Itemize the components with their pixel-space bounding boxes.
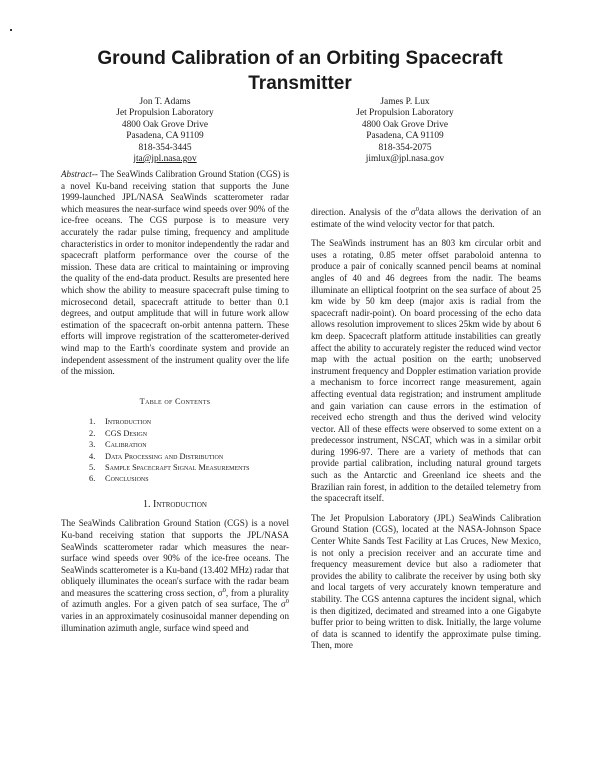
toc-item[interactable]: 4. Data Processing and Distribution — [89, 451, 224, 461]
table-of-contents — [61, 416, 289, 484]
toc-item[interactable]: 3. Calibration — [89, 440, 147, 450]
toc-item[interactable]: 5. Sample Spacecraft Signal Measurements — [89, 462, 250, 472]
margin-mark — [10, 29, 12, 31]
section-heading: 1. Introduction — [143, 498, 207, 510]
author-block-1 — [70, 97, 260, 165]
author-email[interactable]: jta@jpl.nasa.gov — [133, 154, 197, 165]
intro-paragraph: The SeaWinds Calibration Ground Station (CGS) is a novel Ku-band receiving station that supports the JPL/NASA SeaWinds scatterometer radar which measures the near-surface wind speeds over 90% of the ice-free oceans. The SeaWinds scatterometer is a Ku-band (13.402 MHz) radar that obliquely illuminates the ocean's surface with the radar beam and measures the scattering cross section, $\sigma^0$, from a plurality of azimuth angles. For a given patch of sea surface, The $\sigma^0$ varies in an approximately cosinusoidal manner depending on illumination azimuth angle, surface wind speed and — [61, 518, 289, 633]
author-street: 4800 Oak Grove Drive — [361, 119, 449, 130]
author-email[interactable]: jimlux@jpl.nasa.gov — [365, 154, 445, 165]
author-affiliation: Jet Propulsion Laboratory — [116, 108, 214, 119]
abstract — [61, 169, 289, 378]
paper-title: Ground Calibration of an Orbiting Spacecraft Transmitter — [97, 48, 503, 94]
body-paragraph: The Jet Propulsion Laboratory (JPL) SeaWinds Calibration Ground Station (CGS), located at the NASA-Johnson Space Center White Sands Test Facility at Las Cruces, New Mexico, is not only a precision receiver and an accurate time and frequency measurement device but also a radiometer that provides the ability to calibrate the receiver by using both sky and local targets of very accurately known temperature and stability. The CGS antenna captures the incident signal, which is then digitized, decimated and streamed into a one Gigabyte buffer prior to being written to disk. Initially, the large volume of data is scanned to identify the approximate pulse timing. Then, more — [311, 512, 541, 651]
left-column — [61, 169, 289, 642]
author-city: Pasadena, CA 91109 — [126, 131, 204, 142]
author-name: Jon T. Adams — [139, 97, 191, 107]
author-city: Pasadena, CA 91109 — [366, 131, 444, 142]
toc-heading: Table of Contents — [139, 396, 211, 406]
author-phone: 818-354-2075 — [378, 142, 432, 153]
author-block-2 — [310, 97, 500, 165]
right-column — [311, 207, 541, 660]
toc-item[interactable]: 6. Conclusions — [89, 474, 149, 484]
abstract-label: Abstract-- — [61, 169, 98, 179]
body-paragraph: direction. Analysis of the $\sigma^0data$ allows the derivation of an estimate of the wind velocity vector for that patch. — [311, 205, 541, 229]
author-street: 4800 Oak Grove Drive — [121, 119, 209, 130]
toc-item[interactable]: 2. CGS Design — [89, 428, 148, 438]
author-affiliation: Jet Propulsion Laboratory — [356, 108, 454, 119]
body-paragraph: The SeaWinds instrument has an 803 km circular orbit and uses a rotating, 0.85 meter offset paraboloid antenna to produce a pair of conically scanned pencil beams at nominal angles of 40 and 46 degrees from the nadir. The beams illuminate an elliptical footprint on the sea surface of about 25 km wide by 50 km deep (major axis is radial from the spacecraft nadir-point). On board processing of the echo data allows resolution improvement to slices 25km wide by about 6 km deep. Spacecraft platform attitude instabilities can greatly affect the ability to accurately register the reduced wind vector map with the actual position on the earth; unobserved instrument frequency and Doppler estimation variation provide a mechanism to force incorrect range measurement, again affecting eventual data registration; and instrument amplitude and gain variation can cause errors in the estimation of received echo strength and thus the derived wind velocity vector. All of these effects were observed to some extent on a predecessor instrument, NSCAT, which was in a similar orbit during 1996-97. There are a variety of methods that can provide partial calibration, including natural ground targets such as the Antarctic and Greenland ice sheets and the Brazilian rain forest, in addition to the detailed telemetry from the spacecraft itself. — [311, 238, 541, 504]
author-phone: 818-354-3445 — [138, 142, 192, 153]
author-name: James P. Lux — [380, 97, 430, 107]
toc-item[interactable]: 1. Introduction — [89, 417, 152, 427]
abstract-text: The SeaWinds Calibration Ground Station (CGS) is a novel Ku-band receiving station that supports the June 1999-launched JPL/NASA SeaWinds scatterometer radar which measures the near-surface wind speeds over 90% of the ice-free oceans. The CGS purpose is to measure very accurately the radar pulse timing, frequency and amplitude characteristics in order to monitor independently the radar and spacecraft platform performance over the course of the mission. These data are critical to maintaining or improving the quality of the end-data product. Results are presented here which show the ability to measure spacecraft pulse timing to microsecond detail, spacecraft attitude to better than 0.1 degrees, and output amplitude that will in future work allow estimation of the spacecraft on-orbit antenna pattern. These efforts will improve registration of the scatterometer-derived wind map to the Earth's coordinate system and provide an independent assessment of the instrument quality over the life of the mission. — [61, 169, 290, 377]
